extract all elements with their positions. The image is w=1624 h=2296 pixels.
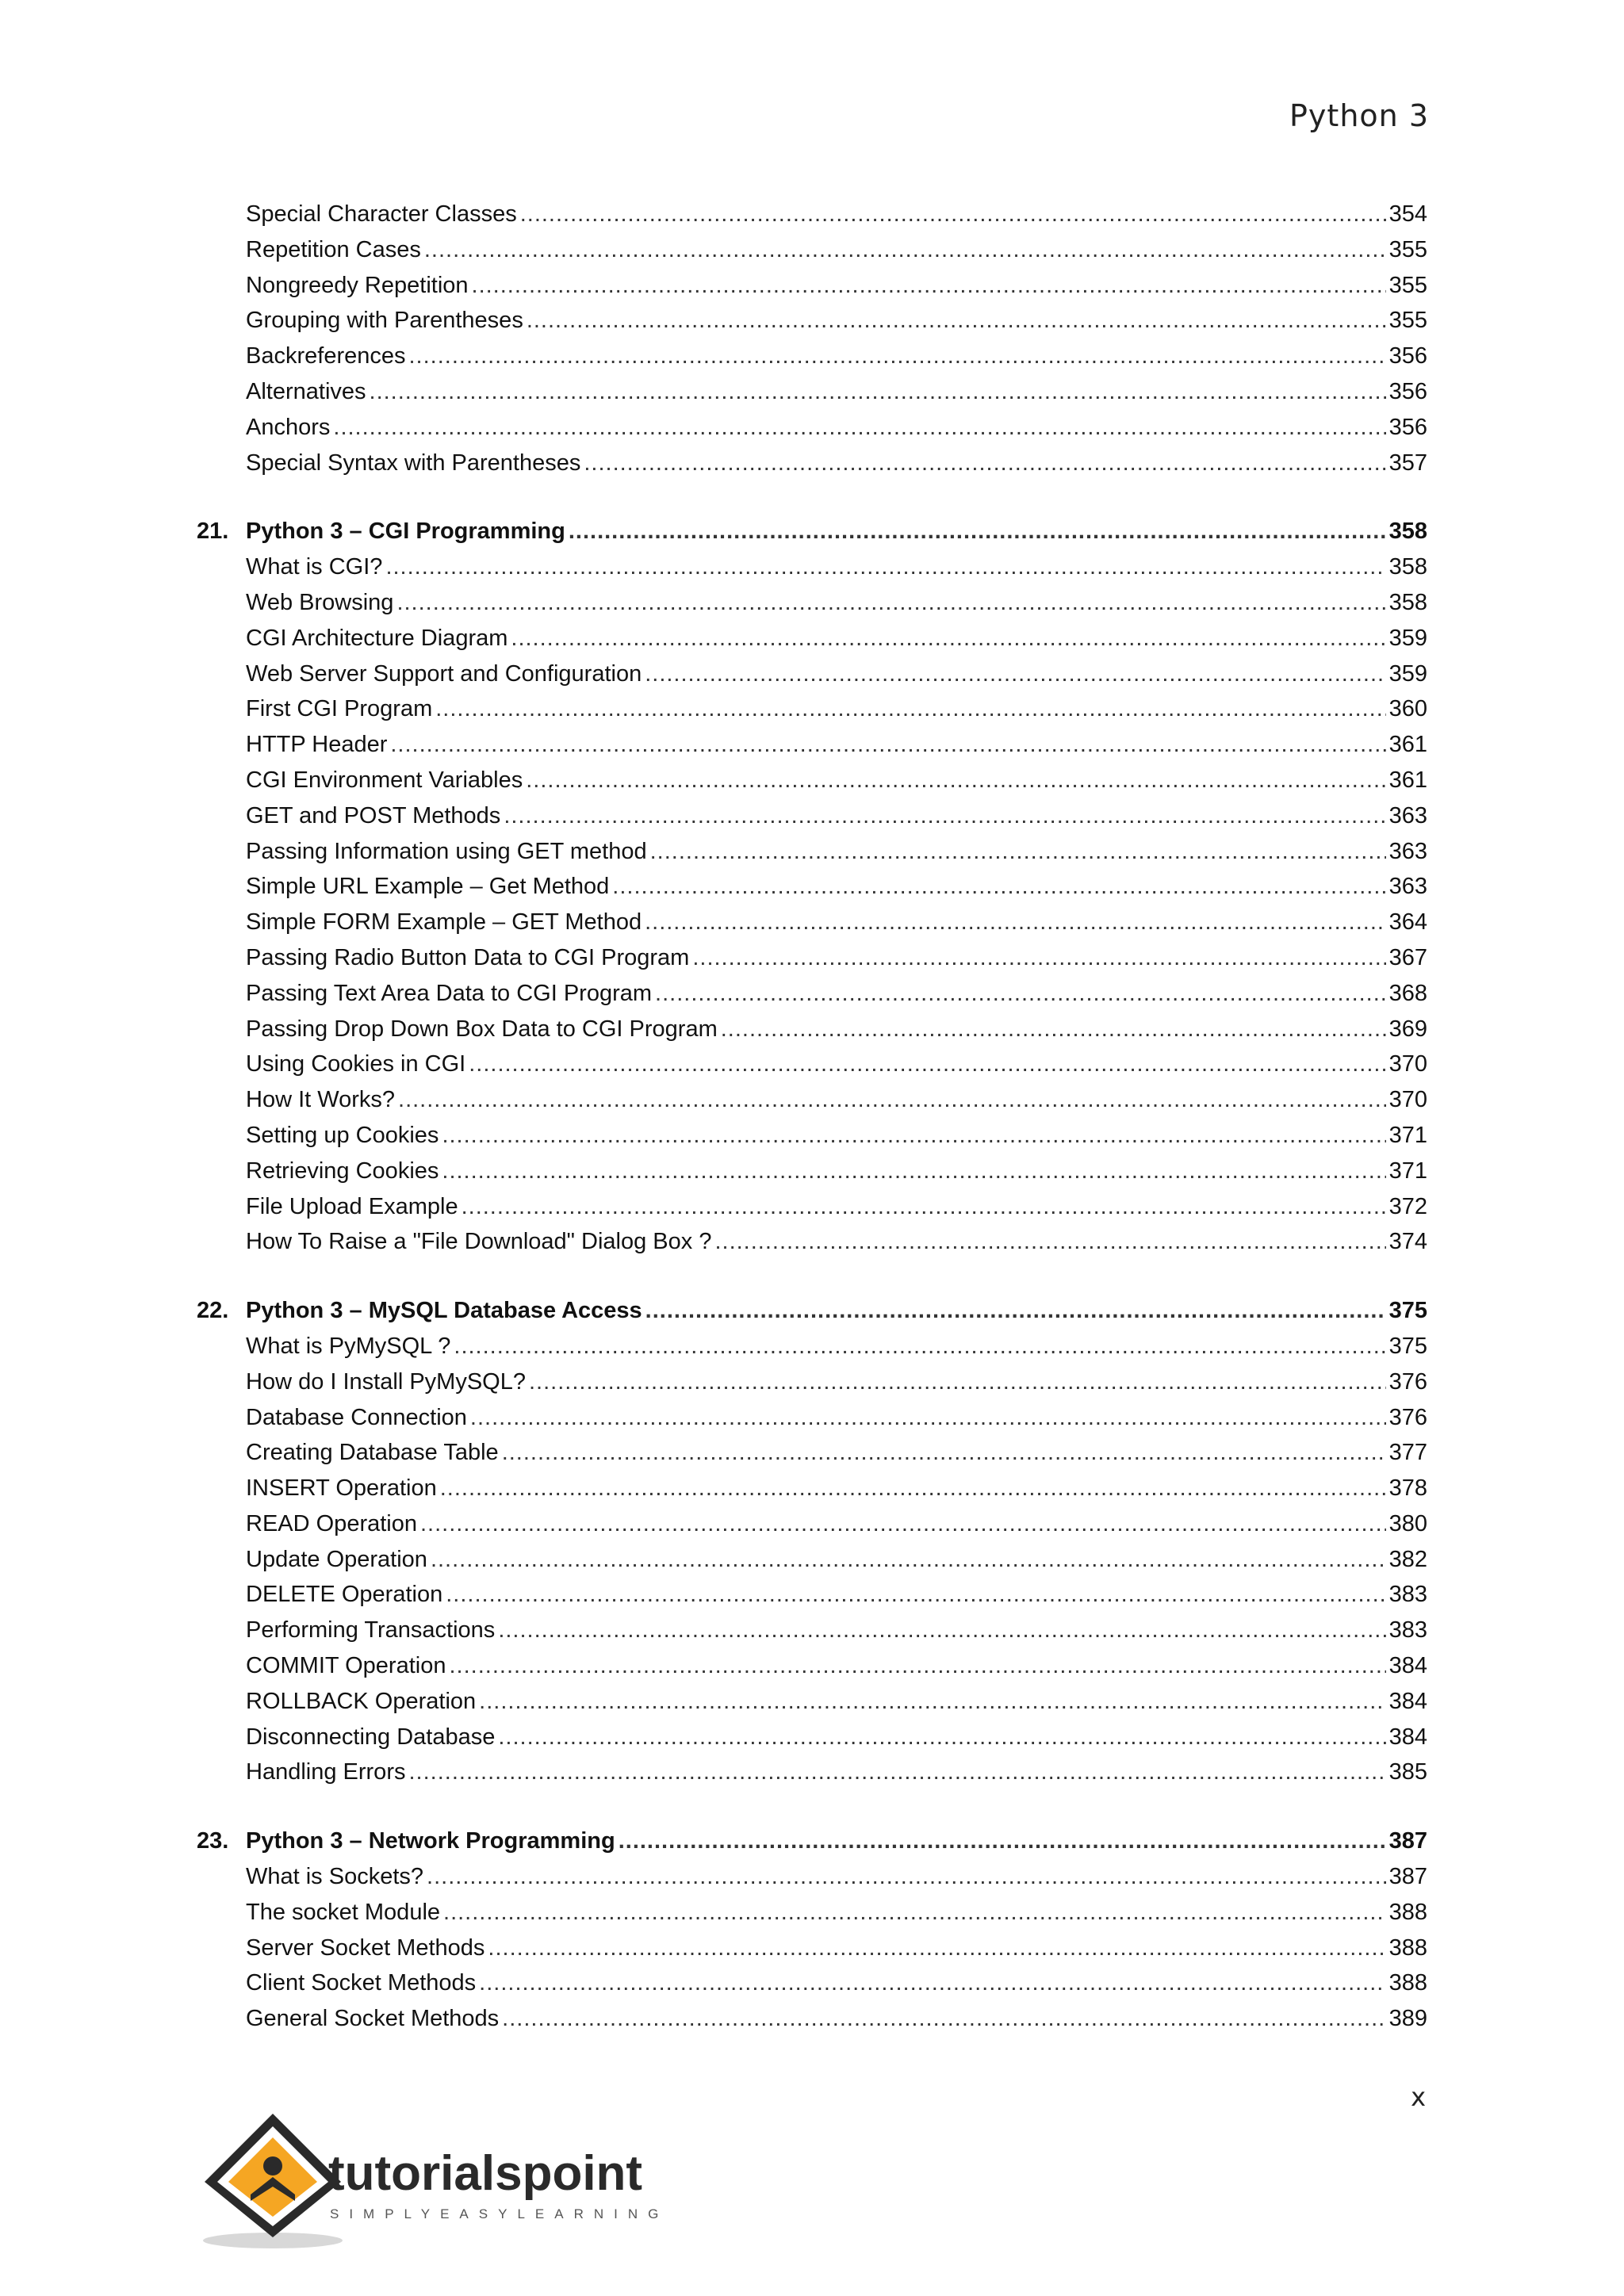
toc-dot-leader [504, 798, 1385, 834]
toc-dot-leader [526, 763, 1385, 798]
toc-page-number: 389 [1388, 2006, 1427, 2032]
toc-entry-row[interactable] [197, 869, 1427, 905]
page-header-title: Python 3 [1289, 98, 1429, 133]
toc-entry-title: Setting up Cookies [246, 1122, 439, 1148]
toc-entry-title: General Socket Methods [246, 2006, 500, 2032]
toc-page-number: 357 [1388, 450, 1427, 476]
toc-dot-leader [390, 727, 1385, 763]
toc-dot-leader [645, 656, 1385, 692]
logo-person-head [263, 2156, 282, 2175]
toc-entry-row[interactable] [197, 691, 1427, 727]
toc-entry-row[interactable] [197, 1931, 1427, 1966]
toc-page-number: 382 [1388, 1546, 1427, 1572]
toc-dot-leader [431, 1542, 1386, 1578]
toc-chapter-number: 22. [197, 1298, 229, 1324]
toc-page-number: 360 [1388, 696, 1427, 722]
toc-entry-title: GET and POST Methods [246, 802, 501, 828]
toc-entry-title: Client Socket Methods [246, 1970, 477, 1996]
toc-entry-title: ROLLBACK Operation [246, 1688, 477, 1714]
toc-dot-leader [612, 869, 1385, 905]
toc-dot-leader [385, 549, 1385, 585]
toc-entry-row[interactable] [197, 1364, 1427, 1400]
toc-entry-title: READ Operation [246, 1510, 417, 1536]
toc-page-number: 358 [1388, 554, 1427, 580]
toc-dot-leader [498, 1613, 1385, 1648]
toc-dot-leader [692, 940, 1385, 976]
toc-page-number: 375 [1388, 1298, 1427, 1324]
toc-chapter-number: 23. [197, 1828, 229, 1854]
toc-entry-title: Update Operation [246, 1546, 427, 1572]
toc-dot-leader [488, 1931, 1385, 1966]
toc-entry-row[interactable] [197, 1400, 1427, 1436]
toc-chapter-row[interactable] [197, 514, 1427, 549]
toc-entry-row[interactable] [197, 1154, 1427, 1189]
toc-entry-title: Special Syntax with Parentheses [246, 450, 581, 476]
toc-entry-title: Special Character Classes [246, 201, 517, 227]
toc-entry-title: HTTP Header [246, 732, 388, 758]
toc-entry-title: COMMIT Operation [246, 1653, 446, 1679]
toc-page-number: 355 [1388, 308, 1427, 334]
toc-entry-title: Database Connection [246, 1404, 467, 1430]
toc-entry-row[interactable] [197, 374, 1427, 410]
toc-page-number: 354 [1388, 201, 1427, 227]
toc-page-number: 363 [1388, 874, 1427, 900]
toc-entry-row[interactable] [197, 1047, 1427, 1082]
toc-entry-title: Creating Database Table [246, 1440, 499, 1466]
toc-entry-row[interactable] [197, 940, 1427, 976]
toc-entry-row[interactable] [197, 1012, 1427, 1047]
toc-chapter-title: Python 3 – MySQL Database Access [246, 1298, 642, 1324]
toc-page-number: 358 [1388, 519, 1427, 545]
toc-entry-row[interactable] [197, 976, 1427, 1012]
toc-entry-row[interactable] [197, 1577, 1427, 1613]
toc-entry-row[interactable] [197, 1471, 1427, 1506]
toc-dot-leader [502, 2001, 1385, 2037]
toc-entry-title: CGI Environment Variables [246, 767, 523, 793]
toc-dot-leader [409, 339, 1386, 374]
toc-page-number: 364 [1388, 909, 1427, 936]
toc-chapter-number: 21. [197, 519, 229, 545]
toc-page-number: 385 [1388, 1759, 1427, 1785]
toc-dot-leader [645, 1293, 1386, 1329]
toc-page-number: 388 [1388, 1970, 1427, 1996]
toc-dot-leader [619, 1823, 1386, 1859]
toc-dot-leader [454, 1329, 1385, 1364]
toc-page-number: 356 [1388, 378, 1427, 404]
toc-page-number: 375 [1388, 1333, 1427, 1359]
toc-entry-row[interactable] [197, 763, 1427, 798]
toc-page-number: 355 [1388, 272, 1427, 298]
toc-entry-title: Passing Information using GET method [246, 838, 647, 864]
toc-dot-leader [714, 1224, 1385, 1260]
toc-chapter-title: Python 3 – Network Programming [246, 1828, 615, 1854]
toc-entry-title: Server Socket Methods [246, 1934, 485, 1961]
toc-page-number: 376 [1388, 1368, 1427, 1395]
toc-dot-leader [469, 1047, 1385, 1082]
toc-page-number: 363 [1388, 838, 1427, 864]
toc-entry-title: How do I Install PyMySQL? [246, 1368, 526, 1395]
toc-entry-row[interactable] [197, 2001, 1427, 2037]
toc-dot-leader [442, 1154, 1385, 1189]
toc-page-number: 372 [1388, 1193, 1427, 1219]
toc-dot-leader [645, 905, 1386, 940]
toc-page-number: 388 [1388, 1899, 1427, 1925]
toc-page-number: 356 [1388, 343, 1427, 369]
toc-entry-row[interactable] [197, 727, 1427, 763]
toc-dot-leader [655, 976, 1386, 1012]
toc-entry-row[interactable] [197, 585, 1427, 621]
toc-dot-leader [470, 1400, 1386, 1436]
toc-entry-row[interactable] [197, 1859, 1427, 1895]
toc-dot-leader [520, 197, 1386, 232]
toc-entry-row[interactable] [197, 339, 1427, 374]
toc-section [197, 1293, 1427, 1790]
page-number: x [1411, 2082, 1426, 2112]
toc-page-number: 387 [1388, 1828, 1427, 1854]
toc-entry-row[interactable] [197, 1965, 1427, 2001]
toc-entry-row[interactable] [197, 549, 1427, 585]
toc-page-number: 387 [1388, 1864, 1427, 1890]
toc-page-number: 371 [1388, 1158, 1427, 1184]
toc-entry-title: What is CGI? [246, 554, 383, 580]
toc-entry-title: Simple FORM Example – GET Method [246, 909, 642, 936]
toc-dot-leader [427, 1859, 1386, 1895]
toc-dot-leader [462, 1189, 1386, 1225]
toc-dot-leader [502, 1435, 1386, 1471]
toc-entry-row[interactable] [197, 1224, 1427, 1260]
toc-page-number: 384 [1388, 1653, 1427, 1679]
toc-entry-row[interactable] [197, 410, 1427, 446]
toc-entry-title: Web Server Support and Configuration [246, 660, 642, 687]
toc-page-number: 367 [1388, 944, 1427, 970]
toc-entry-row[interactable] [197, 1684, 1427, 1720]
toc-dot-leader [440, 1471, 1386, 1506]
toc-entry-row[interactable] [197, 1542, 1427, 1578]
toc-page-number: 376 [1388, 1404, 1427, 1430]
toc-page-number: 369 [1388, 1016, 1427, 1042]
toc-page-number: 384 [1388, 1724, 1427, 1750]
toc-dot-leader [472, 268, 1386, 304]
toc-entry-row[interactable] [197, 621, 1427, 656]
toc-page-number: 383 [1388, 1617, 1427, 1644]
toc-dot-leader [479, 1684, 1385, 1720]
toc-dot-leader [511, 621, 1385, 656]
toc-section [197, 197, 1427, 480]
toc-dot-leader [442, 1118, 1385, 1154]
tutorialspoint-logo [193, 2109, 669, 2252]
toc-entry-title: Simple URL Example – Get Method [246, 874, 610, 900]
toc-entry-title: Repetition Cases [246, 236, 421, 262]
toc-entry-title: CGI Architecture Diagram [246, 625, 508, 651]
toc-entry-title: Disconnecting Database [246, 1724, 496, 1750]
toc-entry-row[interactable] [197, 197, 1427, 232]
toc-entry-title: What is Sockets? [246, 1864, 424, 1890]
toc-entry-row[interactable] [197, 1648, 1427, 1684]
toc-page-number: 355 [1388, 236, 1427, 262]
toc-entry-row[interactable] [197, 1189, 1427, 1225]
toc-entry-title: Anchors [246, 414, 331, 440]
toc-dot-leader [420, 1506, 1386, 1542]
toc-entry-row[interactable] [197, 1755, 1427, 1790]
toc-entry-title: Backreferences [246, 343, 406, 369]
toc-entry-row[interactable] [197, 656, 1427, 692]
toc-entry-title: DELETE Operation [246, 1582, 443, 1608]
toc-entry-title: How It Works? [246, 1087, 396, 1113]
toc-entry-row[interactable] [197, 446, 1427, 481]
toc-entry-title: Retrieving Cookies [246, 1158, 439, 1184]
toc-entry-title: Passing Drop Down Box Data to CGI Program [246, 1016, 718, 1042]
toc-page-number: 378 [1388, 1475, 1427, 1502]
toc-page-number: 359 [1388, 660, 1427, 687]
toc-entry-title: Grouping with Parentheses [246, 308, 523, 334]
toc-entry-title: Passing Text Area Data to CGI Program [246, 980, 653, 1006]
toc-dot-leader [370, 374, 1386, 410]
toc-page-number: 368 [1388, 980, 1427, 1006]
toc-chapter-row[interactable] [197, 1293, 1427, 1329]
toc-page-number: 388 [1388, 1934, 1427, 1961]
toc-entry-row[interactable] [197, 1613, 1427, 1648]
toc-dot-leader [584, 446, 1385, 481]
toc-entry-row[interactable] [197, 232, 1427, 268]
toc-entry-title: File Upload Example [246, 1193, 458, 1219]
toc-entry-title: Passing Radio Button Data to CGI Program [246, 944, 690, 970]
toc-dot-leader [435, 691, 1385, 727]
logo-brand-text: tutorialspoint [328, 2146, 643, 2201]
toc-dot-leader [396, 585, 1385, 621]
toc-entry-row[interactable] [197, 1720, 1427, 1755]
toc-chapter-row[interactable] [197, 1823, 1427, 1859]
toc-dot-leader [449, 1648, 1385, 1684]
toc-entry-row[interactable] [197, 834, 1427, 870]
toc-page-number: 356 [1388, 414, 1427, 440]
toc-entry-title: Handling Errors [246, 1759, 406, 1785]
toc-entry-title: Alternatives [246, 378, 366, 404]
logo-tagline-text: SIMPLYEASYLEARNING [330, 2206, 669, 2221]
toc-entry-title: Nongreedy Repetition [246, 272, 469, 298]
toc-entry-row[interactable] [197, 303, 1427, 339]
toc-entry-row[interactable] [197, 1506, 1427, 1542]
toc-page-number: 361 [1388, 732, 1427, 758]
toc-entry-row[interactable] [197, 798, 1427, 834]
table-of-contents [197, 197, 1427, 2070]
toc-entry-row[interactable] [197, 268, 1427, 304]
toc-dot-leader [408, 1755, 1385, 1790]
toc-section [197, 1823, 1427, 2037]
toc-dot-leader [650, 834, 1386, 870]
toc-entry-title: Web Browsing [246, 589, 394, 615]
toc-section [197, 514, 1427, 1260]
toc-page-number: 380 [1388, 1510, 1427, 1536]
toc-entry-title: INSERT Operation [246, 1475, 437, 1502]
toc-page-number: 383 [1388, 1582, 1427, 1608]
toc-entry-row[interactable] [197, 1895, 1427, 1931]
toc-dot-leader [446, 1577, 1385, 1613]
toc-dot-leader [479, 1965, 1385, 2001]
toc-page-number: 361 [1388, 767, 1427, 793]
toc-entry-row[interactable] [197, 1118, 1427, 1154]
toc-dot-leader [527, 303, 1386, 339]
toc-dot-leader [569, 514, 1386, 549]
toc-dot-leader [424, 232, 1386, 268]
toc-page-number: 359 [1388, 625, 1427, 651]
toc-chapter-title: Python 3 – CGI Programming [246, 519, 565, 545]
toc-entry-title: What is PyMySQL ? [246, 1333, 451, 1359]
toc-dot-leader [498, 1720, 1385, 1755]
toc-entry-row[interactable] [197, 1082, 1427, 1118]
toc-dot-leader [529, 1364, 1386, 1400]
toc-entry-title: Performing Transactions [246, 1617, 496, 1644]
toc-page-number: 377 [1388, 1440, 1427, 1466]
toc-page-number: 371 [1388, 1122, 1427, 1148]
toc-page-number: 363 [1388, 802, 1427, 828]
toc-dot-leader [398, 1082, 1386, 1118]
toc-entry-title: The socket Module [246, 1899, 441, 1925]
toc-entry-row[interactable] [197, 1435, 1427, 1471]
toc-entry-row[interactable] [197, 1329, 1427, 1364]
toc-entry-title: First CGI Program [246, 696, 433, 722]
toc-dot-leader [721, 1012, 1386, 1047]
toc-entry-title: Using Cookies in CGI [246, 1051, 466, 1077]
toc-dot-leader [333, 410, 1385, 446]
toc-page-number: 370 [1388, 1051, 1427, 1077]
toc-page-number: 370 [1388, 1087, 1427, 1113]
toc-dot-leader [443, 1895, 1386, 1931]
toc-page-number: 374 [1388, 1229, 1427, 1255]
toc-page-number: 358 [1388, 589, 1427, 615]
toc-entry-row[interactable] [197, 905, 1427, 940]
toc-page-number: 384 [1388, 1688, 1427, 1714]
toc-entry-title: How To Raise a "File Download" Dialog Box ? [246, 1229, 712, 1255]
